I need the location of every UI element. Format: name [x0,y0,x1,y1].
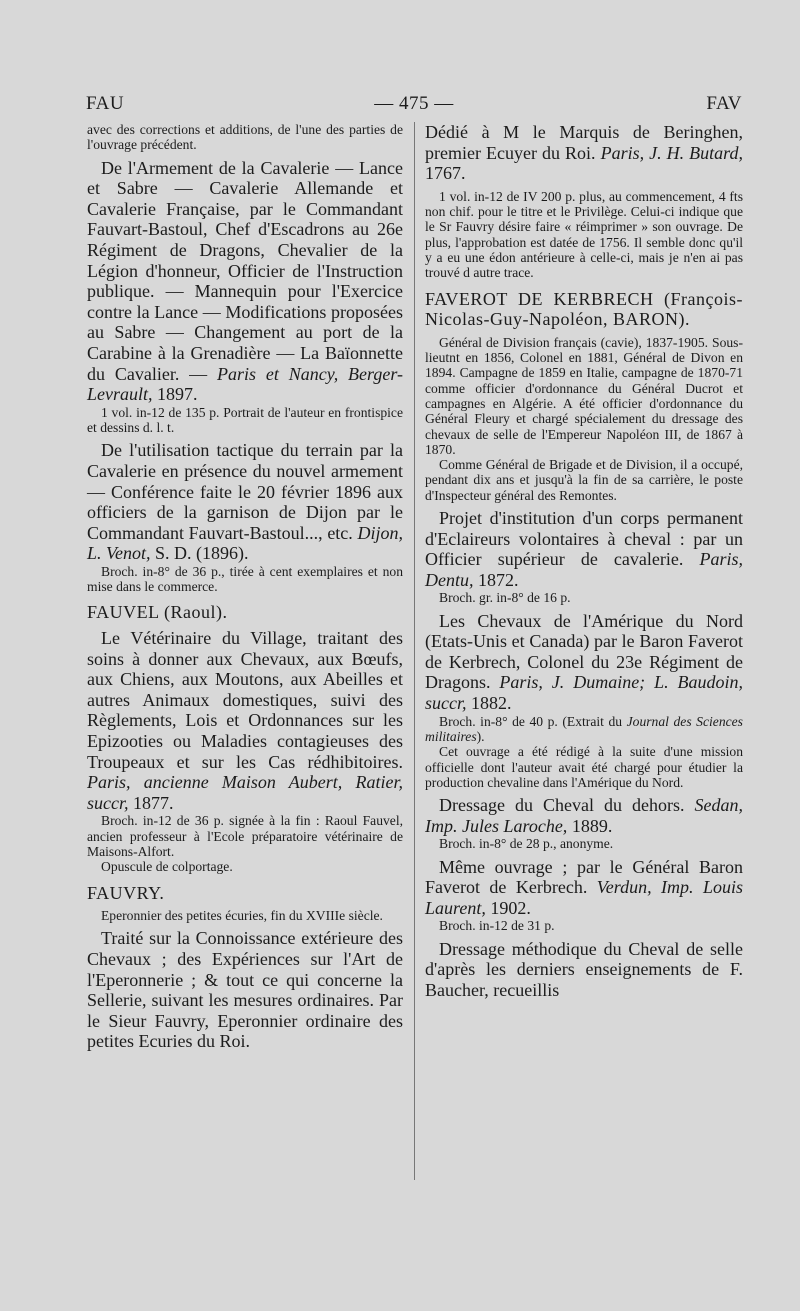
entry-title: Le Vétérinaire du Village, traitant des soins à donner aux Chevaux, aux Bœufs, aux Chiens, aux Moutons, aux Abeilles et autres Animaux domestiques, suivi des Règlements, Lois et Ordonnances sur les Epizooties ou Maladies contagieuses des Troupeaux et sur les Cas rédhibitoires. Paris, ancienne Maison Aubert, Ratier, succr, 1877. [87,628,403,813]
entry-continuation: avec des corrections et additions, de l'une des parties de l'ouvrage précédent. [87,122,403,153]
entry-note: Broch. in-12 de 31 p. [439,918,555,934]
entry-title: Dressage du Cheval du dehors. Sedan, Imp. Jules Laroche, 1889. [425,795,743,836]
entry-title: Les Chevaux de l'Amérique du Nord (Etats-Unis et Canada) par le Baron Faverot de Kerbrech, Colonel du 23e Régiment de Dragons. Paris, J. Dumaine; L. Baudoin, succr, 1882. [425,610,743,714]
entry-note: Broch. in-8° de 36 p., tirée à cent exemplaires et non mise dans le commerce. [87,563,403,595]
entry-note: Broch. in-8° de 40 p. (Extrait du Journal des Sciences militaires). [425,713,743,744]
right-column [425,122,743,1000]
entry-title: Projet d'institution d'un corps permanent d'Eclaireurs volontaires à cheval : par un Officier supérieur de cavalerie. Paris, Dentu, 1872. [425,508,743,590]
author-biography: Général de Division français (cavie), 1837-1905. Sous-lieutnt en 1856, Colonel en 1881, Général de Divon en 1894. Campagne de 1859 en Italie, campagne de 1870-71 comme officier d'ordonnance du Général Ducrot et campagnes en Algérie. A été officier d'ordonnance du Général Fleury et chargé spécialement du dressage des chevaux de selle de l'Empereur Napoléon III, de 1867 à 1870. [425,334,743,457]
left-column [87,122,403,1052]
entry-note: Opuscule de colportage. [101,859,233,875]
running-header [86,93,742,119]
entry-note: Broch. in-12 de 36 p. signée à la fin : Raoul Fauvel, ancien professeur à l'Ecole préparatoire vétérinaire de Maisons-Alfort. [87,813,403,859]
page-number: — 475 — [374,93,454,114]
author-description: Eperonnier des petites écuries, fin du XVIIIe siècle. [101,908,383,924]
entry-title: Dressage méthodique du Cheval de selle d'après les derniers enseignements de F. Baucher, recueillis [425,938,743,1000]
entry-title: Dédié à M le Marquis de Beringhen, premier Ecuyer du Roi. Paris, J. H. Butard, 1767. [425,122,743,184]
header-right: FAV [706,93,742,114]
author-heading: FAVEROT DE KERBRECH (François-Nicolas-Guy-Napoléon, BARON). [425,288,743,330]
entry-note: 1 vol. in-12 de 135 p. Portrait de l'auteur en frontispice et dessins d. l. t. [87,404,403,436]
author-biography: Comme Général de Brigade et de Division, il a occupé, pendant dix ans et jusqu'à la fin de sa carrière, le poste d'Inspecteur général des Remontes. [425,457,743,503]
entry-title: De l'utilisation tactique du terrain par la Cavalerie en présence du nouvel armement — Conférence faite le 20 février 1896 aux officiers de la garnison de Dijon par le Commandant Fauvart-Bastoul..., etc. Dijon, L. Venot, S. D. (1896). [87,440,403,564]
entry-title: Traité sur la Connoissance extérieure des Chevaux ; des Expériences sur l'Art de l'Eperonnerie ; & tout ce qui concerne la Sellerie, suivant les mesures ordinaires. Par le Sieur Fauvry, Eperonnier ordinaire des petites Ecuries du Roi. [87,928,403,1052]
entry-note: Broch. in-8° de 28 p., anonyme. [439,836,614,852]
entry-title: De l'Armement de la Cavalerie — Lance et Sabre — Cavalerie Allemande et Cavalerie Française, par le Commandant Fauvart-Bastoul, Chef d'Escadrons au 26e Régiment de Dragons, Chevalier de la Légion d'honneur, Officier de l'Instruction publique. — Mannequin pour l'Exercice contre la Lance — Modifications proposées au Sabre — Changement au port de la Carabine à la Grenadière — La Baïonnette du Cavalier. — Paris et Nancy, Berger-Levrault, 1897. [87,157,403,405]
entry-note: Broch. gr. in-8° de 16 p. [439,590,571,606]
entry-note: 1 vol. in-12 de IV 200 p. plus, au commencement, 4 fts non chif. pour le titre et le Privilège. Celui-ci indique que le Sr Fauvry désire faire « réimprimer » son ouvrage. De plus, l'approbation est datée de 1756. Il semble donc qu'il y a eu une édon antérieure à celle-ci, mais je n'en ai pas trouvé d autre trace. [425,188,743,281]
entry-title: Même ouvrage ; par le Général Baron Faverot de Kerbrech. Verdun, Imp. Louis Laurent, 1902. [425,856,743,918]
header-left: FAU [86,93,125,114]
author-heading: FAUVRY. [87,882,165,903]
entry-note: Cet ouvrage a été rédigé à la suite d'une mission officielle dont l'auteur avait été chargé pour étudier la production chevaline dans l'Amérique du Nord. [425,744,743,790]
author-heading: FAUVEL (Raoul). [87,602,228,623]
column-divider [414,122,415,1180]
